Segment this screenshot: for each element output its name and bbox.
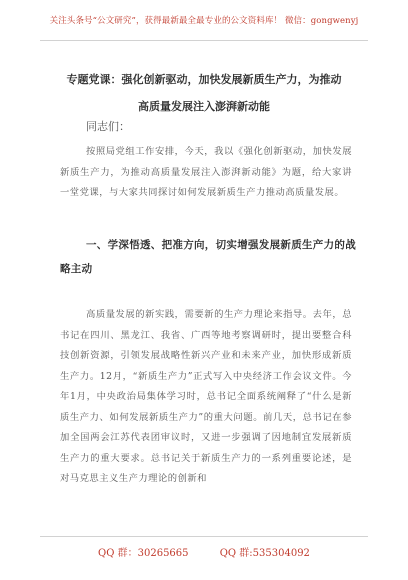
- footer-qq-group-2: QQ 群:535304092: [219, 548, 310, 559]
- header-banner: 关注头条号“公文研究”，获得最新最全最专业的公文资料库！ 微信：gongwenyj: [49, 16, 359, 26]
- header-divider: [40, 40, 368, 41]
- section-paragraph: 高质量发展的新实践，需要新的生产力理论来指导。去年，总书记在四川、黑龙江、我省、广西等地考察调研时，提出要整合科技创新资源，引领发展战略性新兴产业和未来产业，加快形成新质生产力。12月，“新质生产力”正式写入中央经济工作会议文件。今年1月，中央政治局集体学习时，总书记全面系统阐释了“什么是新质生产力、如何发展新质生产力”的重大问题。前几天，总书记在参加全国两会江苏代表团审议时，又进一步强调了因地制宜发展新质生产力的重大要求。总书记关于新质生产力的一系列重要论述，是对马克思主义生产力理论的创新和: [60, 309, 352, 484]
- footer-divider: [40, 536, 368, 537]
- footer: [0, 544, 408, 559]
- section-heading: 一、学深悟透、把准方向，切实增强发展新质生产力的战略主动: [60, 239, 356, 275]
- greeting: 同志们：: [86, 120, 130, 133]
- footer-qq-group-1: QQ 群：30265665: [98, 548, 189, 559]
- document-title: [48, 66, 360, 120]
- title-line-2: 高质量发展注入澎湃新动能: [138, 100, 270, 113]
- title-line-1: 专题党课：强化创新驱动，加快发展新质生产力，为推动: [66, 73, 342, 86]
- intro-paragraph: 按照局党组工作安排，今天，我以《强化创新驱动，加快发展新质生产力，为推动高质量发展注入澎湃新动能》为题，给大家讲一堂党课，与大家共同探讨如何发展新质生产力推动高质量发展。: [60, 146, 352, 198]
